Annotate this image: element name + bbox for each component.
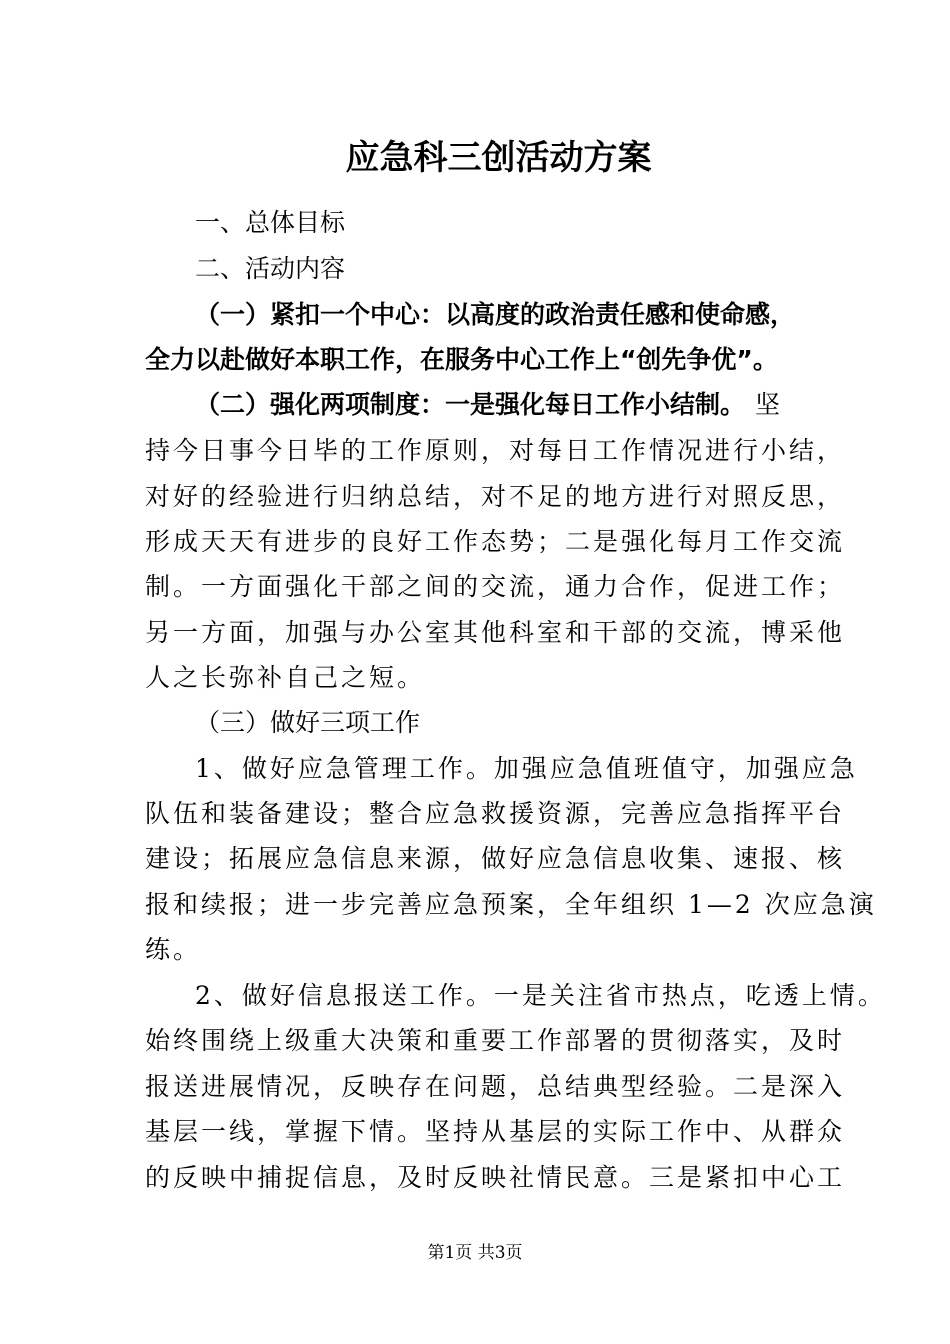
paragraph-line: 的反映中捕捉信息，及时反映社情民意。三是紧扣中心工 xyxy=(145,1163,846,1192)
section-heading-goals: 一、总体目标 xyxy=(195,208,346,237)
paragraph-line: 另一方面，加强与办公室其他科室和干部的交流，博采他 xyxy=(145,618,846,647)
paragraph-line: 建设；拓展应急信息来源，做好应急信息收集、速报、核 xyxy=(145,844,846,873)
paragraph-line: 持今日事今日毕的工作原则，对每日工作情况进行小结， xyxy=(145,436,846,465)
paragraph-line: 全力以赴做好本职工作，在服务中心工作上“创先争优”。 xyxy=(145,345,778,374)
document-title: 应急科三创活动方案 xyxy=(345,138,652,178)
subsection-lead: （二）强化两项制度：一是强化每日工作小结制。 xyxy=(195,390,746,419)
paragraph-line: 2、做好信息报送工作。一是关注省市热点，吃透上情。 xyxy=(195,981,886,1010)
paragraph-fragment: 坚 xyxy=(755,390,784,419)
paragraph-line: （一）紧扣一个中心：以高度的政治责任感和使命感， xyxy=(195,300,796,329)
paragraph-line: 对好的经验进行归纳总结，对不足的地方进行对照反思， xyxy=(145,482,846,511)
paragraph-line: 报送进展情况，反映存在问题，总结典型经验。二是深入 xyxy=(145,1072,846,1101)
paragraph-line: 形成天天有进步的良好工作态势；二是强化每月工作交流 xyxy=(145,527,846,556)
paragraph-line: 制。一方面强化干部之间的交流，通力合作，促进工作； xyxy=(145,572,846,601)
paragraph-line: 队伍和装备建设；整合应急救援资源，完善应急指挥平台 xyxy=(145,799,846,828)
page-footer: 第1页 共3页 xyxy=(427,1243,523,1263)
paragraph-line: 基层一线，掌握下情。坚持从基层的实际工作中、从群众 xyxy=(145,1117,846,1146)
paragraph-line: 始终围绕上级重大决策和重要工作部署的贯彻落实，及时 xyxy=(145,1026,846,1055)
paragraph-line: 报和续报；进一步完善应急预案，全年组织 1—2 次应急演 xyxy=(145,890,877,919)
paragraph-line: 1、做好应急管理工作。加强应急值班值守，加强应急 xyxy=(195,754,858,783)
paragraph-line: 练。 xyxy=(145,935,202,964)
subsection-heading: （三）做好三项工作 xyxy=(195,708,421,737)
section-heading-content: 二、活动内容 xyxy=(195,254,346,283)
paragraph-line xyxy=(195,387,895,423)
paragraph-line: 人之长弥补自己之短。 xyxy=(145,663,426,692)
